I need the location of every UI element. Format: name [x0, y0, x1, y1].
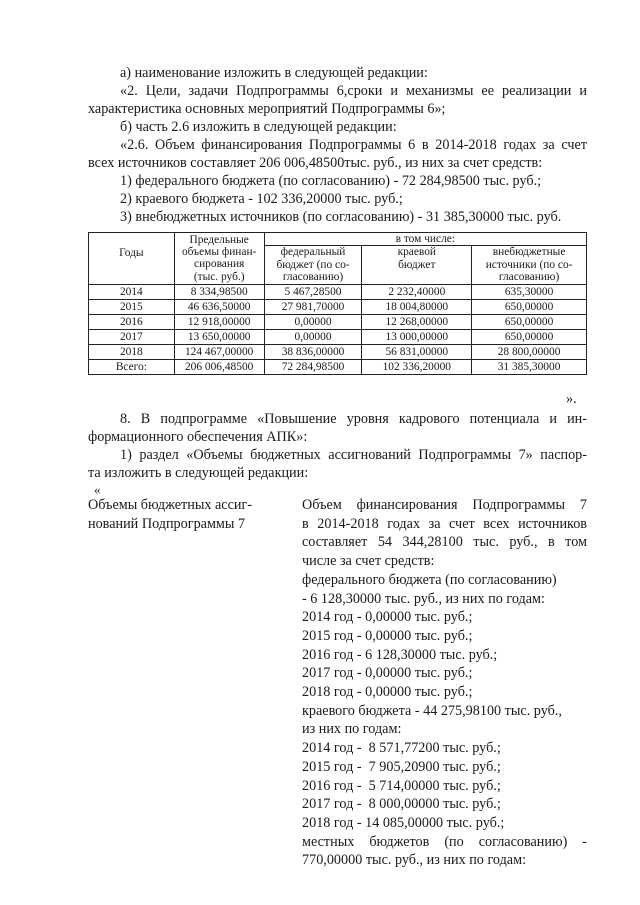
section-8-line2: формационного обеспечения АПК»: — [88, 429, 308, 445]
header-offbudget: внебюджетные источники (по со- гласованию) — [472, 246, 587, 284]
table-row: 2017 13 650,00000 0,00000 13 000,00000 650,00000 — [89, 329, 587, 344]
header-regional: краевой бюджет — [362, 246, 472, 284]
table-row: 2014 8 334,98500 5 467,28500 2 232,40000 635,30000 — [89, 284, 587, 299]
financing-table — [88, 232, 587, 375]
table-row: 2018 124 467,00000 38 836,00000 56 831,00000 28 800,00000 — [89, 344, 587, 359]
header-federal: федеральный бюджет (по со- гласованию) — [264, 246, 362, 284]
table-row: 2015 46 636,50000 27 981,70000 18 004,80000 650,00000 — [89, 299, 587, 314]
paragraph-a: а) наименование изложить в следующей редакции: — [120, 65, 428, 81]
header-limits: Предельные объемы финан- сирования (тыс. руб.) — [174, 233, 264, 285]
paragraph-b: б) часть 2.6 изложить в следующей редакции: — [120, 119, 397, 135]
paragraph-goals-line1: «2. Цели, задачи Подпрограммы 6,сроки и механизмы ее реализации и — [120, 83, 587, 99]
header-years: Годы — [89, 233, 175, 285]
item-1-line2: та изложить в следующей редакции: — [88, 465, 309, 481]
table-row: 2016 12 918,00000 0,00000 12 268,00000 650,00000 — [89, 314, 587, 329]
paragraph-goals-line2: характеристика основных мероприятий Подпрограммы 6»; — [88, 101, 446, 117]
item-1-line1: 1) раздел «Объемы бюджетных ассигнований Подпрограммы 7» паспор- — [120, 447, 587, 463]
item-regional: 2) краевого бюджета - 102 336,20000 тыс. руб.; — [120, 191, 403, 207]
closing-quote: ». — [566, 391, 577, 407]
section-8-line1: 8. В подпрограмме «Повышение уровня кадрового потенциала и ин- — [120, 411, 587, 427]
paragraph-2-6-line2: всех источников составляет 206 006,48500тыс. руб., из них за счет средств: — [88, 155, 543, 171]
passport-value: Объем финансирования Подпрограммы 7 в 2014-2018 годах за счет всех источников составляет 54 344,28100 тыс. руб., в том числе за счет средств: федерального бюджета (по согласованию) - 6 128,30000 тыс. руб., из них по годам: 2014 год - 0,00000 тыс. руб.; 2015 год - 0,00000 тыс. руб.; 2016 год - 6 128,30000 тыс. руб.; 2017 год - 0,00000 тыс. руб.; 2018 год - 0,00000 тыс. руб.; краевого бюджета - 44 275,98100 тыс. руб., из них по годам: 2014 год - 8 571,77200 тыс. руб.; 2015 год - 7 905,20900 тыс. руб.; 2016 год - 5 714,00000 тыс. руб.; 2017 год - 8 000,00000 тыс. руб.; 2018 год - 14 085,00000 тыс. руб.; местных бюджетов (по согласованию) - 770,00000 тыс. руб., из них по годам: — [302, 497, 587, 869]
item-federal: 1) федерального бюджета (по согласованию) - 72 284,98500 тыс. руб.; — [120, 173, 542, 189]
paragraph-2-6-line1: «2.6. Объем финансирования Подпрограммы 6 в 2014-2018 годах за счет — [120, 137, 587, 153]
table-row-total: Всего: 206 006,48500 72 284,98500 102 336,20000 31 385,30000 — [89, 359, 587, 374]
item-offbudget: 3) внебюджетных источников (по согласованию) - 31 385,30000 тыс. руб. — [120, 209, 562, 225]
passport-label: Объемы бюджетных ассиг- нований Подпрограммы 7 — [88, 497, 253, 532]
header-including: в том числе: — [264, 233, 586, 246]
opening-quote: « — [94, 482, 101, 497]
